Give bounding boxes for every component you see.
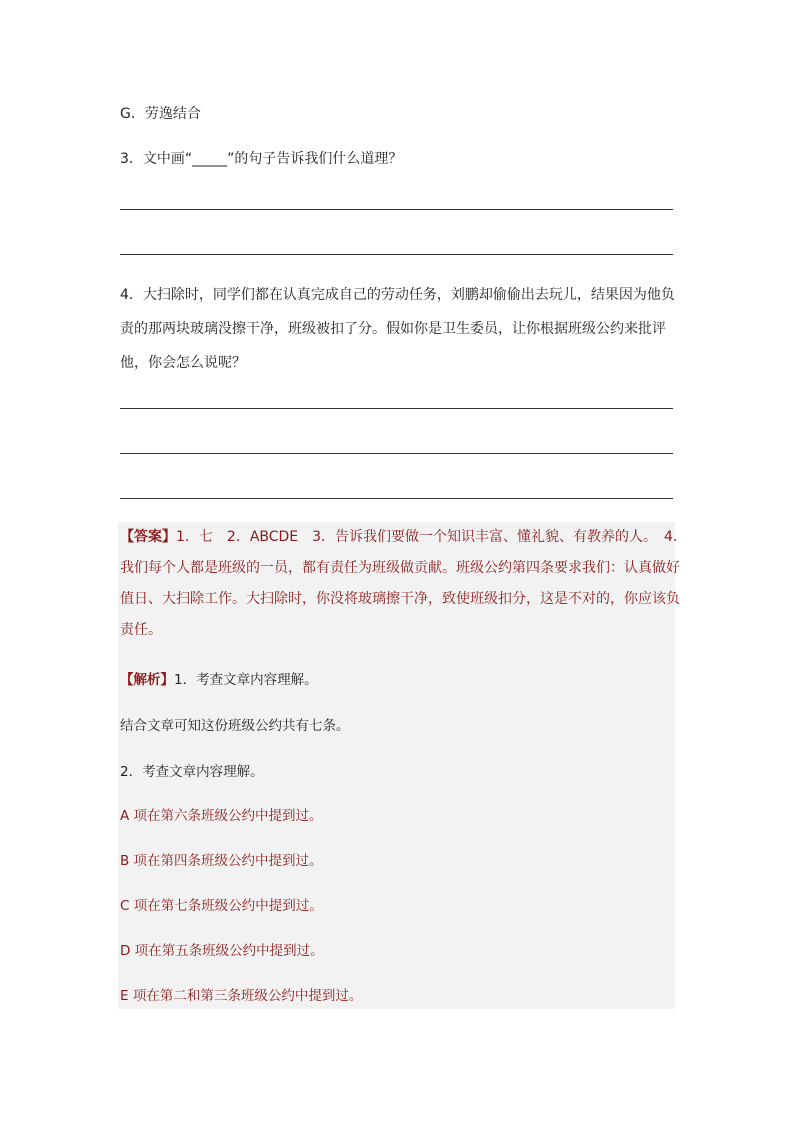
answer-text: 1．七 2．ABCDE 3．告诉我们要做一个知识丰富、懂礼貌、有教养的人。 4．我们每个人都是班级的一员，都有责任为班级做贡献。班级公约第四条要求我们：认真做好值日、大扫除工作。大扫除时，你没将玻璃擦干净，致使班级扣分，这是不对的，你应该负责任。: [120, 529, 687, 638]
answer-line-q4-3: [120, 498, 673, 499]
question-3: 3．文中画“_____”的句子告诉我们什么道理？: [120, 151, 403, 167]
answer-paragraph: [120, 522, 692, 646]
question-4: 4．大扫除时，同学们都在认真完成自己的劳动任务，刘鹏却偷偷出去玩儿，结果因为他负责的那两块玻璃没擦干净，班级被扣了分。假如你是卫生委员，让你根据班级公约来批评他，你会怎么说呢？: [120, 287, 675, 371]
answer-line-q4-2: [120, 453, 673, 454]
option-g: G．劳逸结合: [120, 106, 201, 122]
analysis-item-c: C 项在第七条班级公约中提到过。: [120, 898, 323, 914]
analysis-item-a: A 项在第六条班级公约中提到过。: [120, 808, 323, 824]
analysis-line-3: 2．考查文章内容理解。: [120, 764, 264, 780]
answer-line-q4-1: [120, 408, 673, 409]
answer-tag: 【答案】: [120, 529, 176, 545]
answer-line-q3-2: [120, 254, 673, 255]
analysis-line-2: 结合文章可知这份班级公约共有七条。: [120, 718, 350, 734]
analysis-tag: 【解析】: [120, 672, 174, 688]
analysis-heading: [120, 668, 318, 688]
analysis-first: 1．考查文章内容理解。: [174, 672, 318, 688]
answer-line-q3-1: [120, 209, 673, 210]
analysis-item-e: E 项在第二和第三条班级公约中提到过。: [120, 988, 363, 1004]
analysis-item-d: D 项在第五条班级公约中提到过。: [120, 943, 324, 959]
analysis-item-b: B 项在第四条班级公约中提到过。: [120, 853, 323, 869]
